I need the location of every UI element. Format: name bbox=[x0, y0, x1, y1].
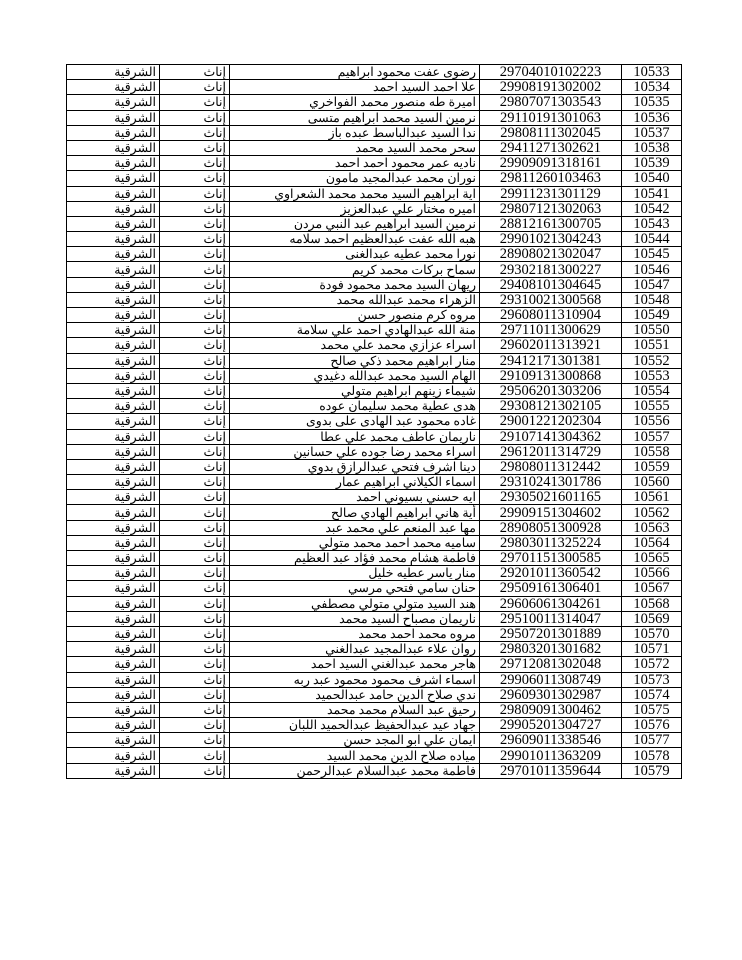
gender-cell: إناث bbox=[160, 672, 230, 687]
national-id-cell: 29109131300868 bbox=[480, 368, 622, 383]
national-id-cell: 29808011312442 bbox=[480, 459, 622, 474]
gender-cell: إناث bbox=[160, 657, 230, 672]
governorate-cell: الشرقية bbox=[67, 247, 160, 262]
governorate-cell: الشرقية bbox=[67, 201, 160, 216]
gender-cell: إناث bbox=[160, 520, 230, 535]
serial-number-cell: 10552 bbox=[622, 353, 682, 368]
national-id-cell: 29807121302063 bbox=[480, 201, 622, 216]
national-id-cell: 29107141304362 bbox=[480, 429, 622, 444]
full-name-cell: هدى عطية محمد سليمان عوده bbox=[230, 399, 480, 414]
serial-number-cell: 10544 bbox=[622, 232, 682, 247]
governorate-cell: الشرقية bbox=[67, 763, 160, 778]
national-id-cell: 29711011300629 bbox=[480, 323, 622, 338]
gender-cell: إناث bbox=[160, 414, 230, 429]
serial-number-cell: 10548 bbox=[622, 292, 682, 307]
serial-number-cell: 10533 bbox=[622, 65, 682, 80]
gender-cell: إناث bbox=[160, 110, 230, 125]
serial-number-cell: 10568 bbox=[622, 596, 682, 611]
full-name-cell: ناريمان عاطف محمد علي عطا bbox=[230, 429, 480, 444]
serial-number-cell: 10557 bbox=[622, 429, 682, 444]
gender-cell: إناث bbox=[160, 748, 230, 763]
national-id-cell: 29308121302105 bbox=[480, 399, 622, 414]
national-id-cell: 29408101304645 bbox=[480, 277, 622, 292]
table-row bbox=[67, 642, 682, 657]
table-row bbox=[67, 383, 682, 398]
full-name-cell: سماح بركات محمد كريم bbox=[230, 262, 480, 277]
serial-number-cell: 10578 bbox=[622, 748, 682, 763]
table-row bbox=[67, 125, 682, 140]
gender-cell: إناث bbox=[160, 186, 230, 201]
serial-number-cell: 10563 bbox=[622, 520, 682, 535]
gender-cell: إناث bbox=[160, 733, 230, 748]
gender-cell: إناث bbox=[160, 156, 230, 171]
serial-number-cell: 10558 bbox=[622, 444, 682, 459]
gender-cell: إناث bbox=[160, 490, 230, 505]
governorate-cell: الشرقية bbox=[67, 110, 160, 125]
full-name-cell: ندي صلاح الدين حامد عبدالحميد bbox=[230, 687, 480, 702]
gender-cell: إناث bbox=[160, 444, 230, 459]
full-name-cell: ايه حسني بسيوني احمد bbox=[230, 490, 480, 505]
full-name-cell: اسراء عزازي محمد علي محمد bbox=[230, 338, 480, 353]
serial-number-cell: 10576 bbox=[622, 718, 682, 733]
governorate-cell: الشرقية bbox=[67, 262, 160, 277]
full-name-cell: منار ياسر عطيه خليل bbox=[230, 566, 480, 581]
governorate-cell: الشرقية bbox=[67, 156, 160, 171]
full-name-cell: نورا محمد عطيه عبدالغنى bbox=[230, 247, 480, 262]
national-id-cell: 28908051300928 bbox=[480, 520, 622, 535]
serial-number-cell: 10561 bbox=[622, 490, 682, 505]
national-id-cell: 29507201301889 bbox=[480, 626, 622, 641]
serial-number-cell: 10539 bbox=[622, 156, 682, 171]
governorate-cell: الشرقية bbox=[67, 475, 160, 490]
national-id-cell: 29110191301063 bbox=[480, 110, 622, 125]
gender-cell: إناث bbox=[160, 581, 230, 596]
governorate-cell: الشرقية bbox=[67, 65, 160, 80]
table-row bbox=[67, 414, 682, 429]
gender-cell: إناث bbox=[160, 475, 230, 490]
governorate-cell: الشرقية bbox=[67, 308, 160, 323]
governorate-cell: الشرقية bbox=[67, 687, 160, 702]
table-row bbox=[67, 95, 682, 110]
serial-number-cell: 10573 bbox=[622, 672, 682, 687]
gender-cell: إناث bbox=[160, 551, 230, 566]
national-id-cell: 29808111302045 bbox=[480, 125, 622, 140]
table-row bbox=[67, 444, 682, 459]
table-row bbox=[67, 475, 682, 490]
governorate-cell: الشرقية bbox=[67, 581, 160, 596]
gender-cell: إناث bbox=[160, 216, 230, 231]
full-name-cell: اسماء اشرف محمود محمود عبد ربه bbox=[230, 672, 480, 687]
national-id-cell: 29609011338546 bbox=[480, 733, 622, 748]
table-row bbox=[67, 763, 682, 778]
table-row bbox=[67, 459, 682, 474]
governorate-cell: الشرقية bbox=[67, 642, 160, 657]
gender-cell: إناث bbox=[160, 338, 230, 353]
national-id-cell: 29001221202304 bbox=[480, 414, 622, 429]
table-row bbox=[67, 429, 682, 444]
serial-number-cell: 10545 bbox=[622, 247, 682, 262]
national-id-cell: 29302181300227 bbox=[480, 262, 622, 277]
serial-number-cell: 10540 bbox=[622, 171, 682, 186]
governorate-cell: الشرقية bbox=[67, 232, 160, 247]
national-id-cell: 29909151304602 bbox=[480, 505, 622, 520]
gender-cell: إناث bbox=[160, 323, 230, 338]
gender-cell: إناث bbox=[160, 65, 230, 80]
table-row bbox=[67, 247, 682, 262]
governorate-cell: الشرقية bbox=[67, 626, 160, 641]
full-name-cell: ندا السيد عبدالباسط عبده باز bbox=[230, 125, 480, 140]
full-name-cell: نوران محمد عبدالمجيد مامون bbox=[230, 171, 480, 186]
national-id-cell: 29305021601165 bbox=[480, 490, 622, 505]
full-name-cell: هبه الله عفت عبدالعظيم احمد سلامه bbox=[230, 232, 480, 247]
governorate-cell: الشرقية bbox=[67, 353, 160, 368]
national-id-cell: 29609301302987 bbox=[480, 687, 622, 702]
full-name-cell: منار ابراهيم محمد ذكي صالح bbox=[230, 353, 480, 368]
full-name-cell: حنان سامي فتحي مرسي bbox=[230, 581, 480, 596]
governorate-cell: الشرقية bbox=[67, 657, 160, 672]
governorate-cell: الشرقية bbox=[67, 566, 160, 581]
national-id-cell: 29310241301786 bbox=[480, 475, 622, 490]
national-id-cell: 29701011359644 bbox=[480, 763, 622, 778]
serial-number-cell: 10550 bbox=[622, 323, 682, 338]
table-row bbox=[67, 702, 682, 717]
governorate-cell: الشرقية bbox=[67, 490, 160, 505]
national-id-cell: 29911231301129 bbox=[480, 186, 622, 201]
national-id-cell: 29909091318161 bbox=[480, 156, 622, 171]
governorate-cell: الشرقية bbox=[67, 505, 160, 520]
national-id-cell: 29608011310904 bbox=[480, 308, 622, 323]
full-name-cell: الهام السيد محمد عبدالله دغيدي bbox=[230, 368, 480, 383]
gender-cell: إناث bbox=[160, 262, 230, 277]
serial-number-cell: 10571 bbox=[622, 642, 682, 657]
table-row bbox=[67, 399, 682, 414]
gender-cell: إناث bbox=[160, 626, 230, 641]
governorate-cell: الشرقية bbox=[67, 171, 160, 186]
table-row bbox=[67, 718, 682, 733]
gender-cell: إناث bbox=[160, 596, 230, 611]
table-row bbox=[67, 292, 682, 307]
national-id-cell: 29612011314729 bbox=[480, 444, 622, 459]
national-id-cell: 28908021302047 bbox=[480, 247, 622, 262]
full-name-cell: اميرة طه منصور محمد الفواخري bbox=[230, 95, 480, 110]
full-name-cell: اية ابراهيم السيد محمد محمد الشعراوي bbox=[230, 186, 480, 201]
governorate-cell: الشرقية bbox=[67, 414, 160, 429]
table-row bbox=[67, 551, 682, 566]
table-row bbox=[67, 626, 682, 641]
gender-cell: إناث bbox=[160, 566, 230, 581]
national-id-cell: 29809091300462 bbox=[480, 702, 622, 717]
table-row bbox=[67, 581, 682, 596]
governorate-cell: الشرقية bbox=[67, 80, 160, 95]
national-id-cell: 29906011308749 bbox=[480, 672, 622, 687]
full-name-cell: مروه كرم منصور حسن bbox=[230, 308, 480, 323]
table-row bbox=[67, 262, 682, 277]
serial-number-cell: 10567 bbox=[622, 581, 682, 596]
governorate-cell: الشرقية bbox=[67, 672, 160, 687]
table-row bbox=[67, 277, 682, 292]
table-row bbox=[67, 201, 682, 216]
serial-number-cell: 10554 bbox=[622, 383, 682, 398]
serial-number-cell: 10543 bbox=[622, 216, 682, 231]
full-name-cell: ريهان السيد محمد محمود فودة bbox=[230, 277, 480, 292]
full-name-cell: اسماء الكيلاني ابراهيم عمار bbox=[230, 475, 480, 490]
table-row bbox=[67, 566, 682, 581]
full-name-cell: روان علاء عبدالمجيد عبدالغني bbox=[230, 642, 480, 657]
governorate-cell: الشرقية bbox=[67, 596, 160, 611]
governorate-cell: الشرقية bbox=[67, 429, 160, 444]
national-id-cell: 29908191302002 bbox=[480, 80, 622, 95]
governorate-cell: الشرقية bbox=[67, 186, 160, 201]
gender-cell: إناث bbox=[160, 277, 230, 292]
table-row bbox=[67, 308, 682, 323]
governorate-cell: الشرقية bbox=[67, 368, 160, 383]
national-id-cell: 29803201301682 bbox=[480, 642, 622, 657]
full-name-cell: رضوى عفت محمود ابراهيم bbox=[230, 65, 480, 80]
gender-cell: إناث bbox=[160, 611, 230, 626]
gender-cell: إناث bbox=[160, 505, 230, 520]
gender-cell: إناث bbox=[160, 80, 230, 95]
full-name-cell: فاطمة هشام محمد فؤاد عبد العظيم bbox=[230, 551, 480, 566]
table-row bbox=[67, 748, 682, 763]
governorate-cell: الشرقية bbox=[67, 611, 160, 626]
full-name-cell: مها عبد المنعم علي محمد عبد bbox=[230, 520, 480, 535]
national-id-cell: 29411271302621 bbox=[480, 140, 622, 155]
national-id-cell: 29701151300585 bbox=[480, 551, 622, 566]
governorate-cell: الشرقية bbox=[67, 277, 160, 292]
governorate-cell: الشرقية bbox=[67, 551, 160, 566]
full-name-cell: علا احمد السيد احمد bbox=[230, 80, 480, 95]
national-id-cell: 29712081302048 bbox=[480, 657, 622, 672]
national-id-cell: 29807071303543 bbox=[480, 95, 622, 110]
table-row bbox=[67, 171, 682, 186]
serial-number-cell: 10536 bbox=[622, 110, 682, 125]
governorate-cell: الشرقية bbox=[67, 459, 160, 474]
full-name-cell: هند السيد متولي متولي مصطفي bbox=[230, 596, 480, 611]
gender-cell: إناث bbox=[160, 95, 230, 110]
serial-number-cell: 10560 bbox=[622, 475, 682, 490]
full-name-cell: ناديه عمر محمود احمد احمد bbox=[230, 156, 480, 171]
gender-cell: إناث bbox=[160, 687, 230, 702]
gender-cell: إناث bbox=[160, 171, 230, 186]
full-name-cell: نرمين السيد ابراهيم عبد النبي مردن bbox=[230, 216, 480, 231]
national-id-cell: 29811260103463 bbox=[480, 171, 622, 186]
serial-number-cell: 10579 bbox=[622, 763, 682, 778]
records-table-body bbox=[67, 65, 682, 779]
full-name-cell: أية هاني ابراهيم الهادي صالح bbox=[230, 505, 480, 520]
serial-number-cell: 10569 bbox=[622, 611, 682, 626]
table-row bbox=[67, 338, 682, 353]
governorate-cell: الشرقية bbox=[67, 125, 160, 140]
serial-number-cell: 10570 bbox=[622, 626, 682, 641]
gender-cell: إناث bbox=[160, 308, 230, 323]
full-name-cell: مياده صلاح الدين محمد السيد bbox=[230, 748, 480, 763]
governorate-cell: الشرقية bbox=[67, 520, 160, 535]
gender-cell: إناث bbox=[160, 535, 230, 550]
national-id-cell: 29510011314047 bbox=[480, 611, 622, 626]
full-name-cell: ايمان علي ابو المجد حسن bbox=[230, 733, 480, 748]
table-row bbox=[67, 110, 682, 125]
serial-number-cell: 10562 bbox=[622, 505, 682, 520]
serial-number-cell: 10556 bbox=[622, 414, 682, 429]
serial-number-cell: 10577 bbox=[622, 733, 682, 748]
gender-cell: إناث bbox=[160, 368, 230, 383]
serial-number-cell: 10549 bbox=[622, 308, 682, 323]
serial-number-cell: 10538 bbox=[622, 140, 682, 155]
full-name-cell: منة الله عبدالهادي احمد علي سلامة bbox=[230, 323, 480, 338]
table-row bbox=[67, 368, 682, 383]
national-id-cell: 29905201304727 bbox=[480, 718, 622, 733]
serial-number-cell: 10541 bbox=[622, 186, 682, 201]
gender-cell: إناث bbox=[160, 642, 230, 657]
records-table bbox=[66, 64, 682, 779]
national-id-cell: 29803011325224 bbox=[480, 535, 622, 550]
serial-number-cell: 10565 bbox=[622, 551, 682, 566]
table-row bbox=[67, 687, 682, 702]
full-name-cell: ناريمان مصباح السيد محمد bbox=[230, 611, 480, 626]
full-name-cell: سحر محمد السيد محمد bbox=[230, 140, 480, 155]
national-id-cell: 29901021304243 bbox=[480, 232, 622, 247]
national-id-cell: 29901011363209 bbox=[480, 748, 622, 763]
serial-number-cell: 10551 bbox=[622, 338, 682, 353]
governorate-cell: الشرقية bbox=[67, 718, 160, 733]
full-name-cell: شيماء زينهم ابراهيم متولي bbox=[230, 383, 480, 398]
table-row bbox=[67, 535, 682, 550]
serial-number-cell: 10535 bbox=[622, 95, 682, 110]
gender-cell: إناث bbox=[160, 247, 230, 262]
table-row bbox=[67, 490, 682, 505]
table-row bbox=[67, 140, 682, 155]
gender-cell: إناث bbox=[160, 125, 230, 140]
table-row bbox=[67, 611, 682, 626]
serial-number-cell: 10575 bbox=[622, 702, 682, 717]
table-row bbox=[67, 65, 682, 80]
governorate-cell: الشرقية bbox=[67, 733, 160, 748]
governorate-cell: الشرقية bbox=[67, 702, 160, 717]
full-name-cell: الزهراء محمد عبدالله محمد bbox=[230, 292, 480, 307]
full-name-cell: نرمين السيد محمد ابراهيم متسى bbox=[230, 110, 480, 125]
serial-number-cell: 10547 bbox=[622, 277, 682, 292]
table-row bbox=[67, 232, 682, 247]
gender-cell: إناث bbox=[160, 429, 230, 444]
governorate-cell: الشرقية bbox=[67, 216, 160, 231]
table-row bbox=[67, 323, 682, 338]
full-name-cell: دينا اشرف فتحي عبدالرازق بدوي bbox=[230, 459, 480, 474]
governorate-cell: الشرقية bbox=[67, 444, 160, 459]
serial-number-cell: 10572 bbox=[622, 657, 682, 672]
serial-number-cell: 10566 bbox=[622, 566, 682, 581]
gender-cell: إناث bbox=[160, 399, 230, 414]
serial-number-cell: 10559 bbox=[622, 459, 682, 474]
governorate-cell: الشرقية bbox=[67, 292, 160, 307]
governorate-cell: الشرقية bbox=[67, 383, 160, 398]
serial-number-cell: 10542 bbox=[622, 201, 682, 216]
table-row bbox=[67, 520, 682, 535]
full-name-cell: جهاد عيد عبدالحفيظ عبدالحميد اللبان bbox=[230, 718, 480, 733]
gender-cell: إناث bbox=[160, 459, 230, 474]
full-name-cell: مروه محمد احمد محمد bbox=[230, 626, 480, 641]
gender-cell: إناث bbox=[160, 383, 230, 398]
full-name-cell: اسراء محمد رضا جوده علي حسانين bbox=[230, 444, 480, 459]
table-row bbox=[67, 216, 682, 231]
national-id-cell: 29509161306401 bbox=[480, 581, 622, 596]
full-name-cell: هاجر محمد عبدالغني السيد احمد bbox=[230, 657, 480, 672]
table-row bbox=[67, 596, 682, 611]
gender-cell: إناث bbox=[160, 763, 230, 778]
governorate-cell: الشرقية bbox=[67, 95, 160, 110]
governorate-cell: الشرقية bbox=[67, 399, 160, 414]
serial-number-cell: 10553 bbox=[622, 368, 682, 383]
serial-number-cell: 10555 bbox=[622, 399, 682, 414]
gender-cell: إناث bbox=[160, 201, 230, 216]
gender-cell: إناث bbox=[160, 232, 230, 247]
serial-number-cell: 10534 bbox=[622, 80, 682, 95]
full-name-cell: غاده محمود عبد الهادى على بدوى bbox=[230, 414, 480, 429]
gender-cell: إناث bbox=[160, 353, 230, 368]
governorate-cell: الشرقية bbox=[67, 323, 160, 338]
gender-cell: إناث bbox=[160, 140, 230, 155]
serial-number-cell: 10537 bbox=[622, 125, 682, 140]
national-id-cell: 29602011313921 bbox=[480, 338, 622, 353]
table-row bbox=[67, 353, 682, 368]
gender-cell: إناث bbox=[160, 718, 230, 733]
full-name-cell: رحيق عبد السلام محمد محمد bbox=[230, 702, 480, 717]
full-name-cell: ساميه محمد احمد محمد متولي bbox=[230, 535, 480, 550]
governorate-cell: الشرقية bbox=[67, 748, 160, 763]
gender-cell: إناث bbox=[160, 702, 230, 717]
national-id-cell: 29201011360542 bbox=[480, 566, 622, 581]
serial-number-cell: 10546 bbox=[622, 262, 682, 277]
serial-number-cell: 10574 bbox=[622, 687, 682, 702]
table-row bbox=[67, 156, 682, 171]
table-row bbox=[67, 80, 682, 95]
table-row bbox=[67, 657, 682, 672]
table-row bbox=[67, 672, 682, 687]
national-id-cell: 29506201303206 bbox=[480, 383, 622, 398]
gender-cell: إناث bbox=[160, 292, 230, 307]
full-name-cell: اميره مختار علي عبدالعزيز bbox=[230, 201, 480, 216]
national-id-cell: 28812161300705 bbox=[480, 216, 622, 231]
governorate-cell: الشرقية bbox=[67, 535, 160, 550]
governorate-cell: الشرقية bbox=[67, 338, 160, 353]
national-id-cell: 29310021300568 bbox=[480, 292, 622, 307]
table-row bbox=[67, 505, 682, 520]
national-id-cell: 29412171301381 bbox=[480, 353, 622, 368]
national-id-cell: 29606061304261 bbox=[480, 596, 622, 611]
full-name-cell: فاطمة محمد عبدالسلام عبدالرحمن bbox=[230, 763, 480, 778]
governorate-cell: الشرقية bbox=[67, 140, 160, 155]
national-id-cell: 29704010102223 bbox=[480, 65, 622, 80]
table-row bbox=[67, 733, 682, 748]
serial-number-cell: 10564 bbox=[622, 535, 682, 550]
table-row bbox=[67, 186, 682, 201]
